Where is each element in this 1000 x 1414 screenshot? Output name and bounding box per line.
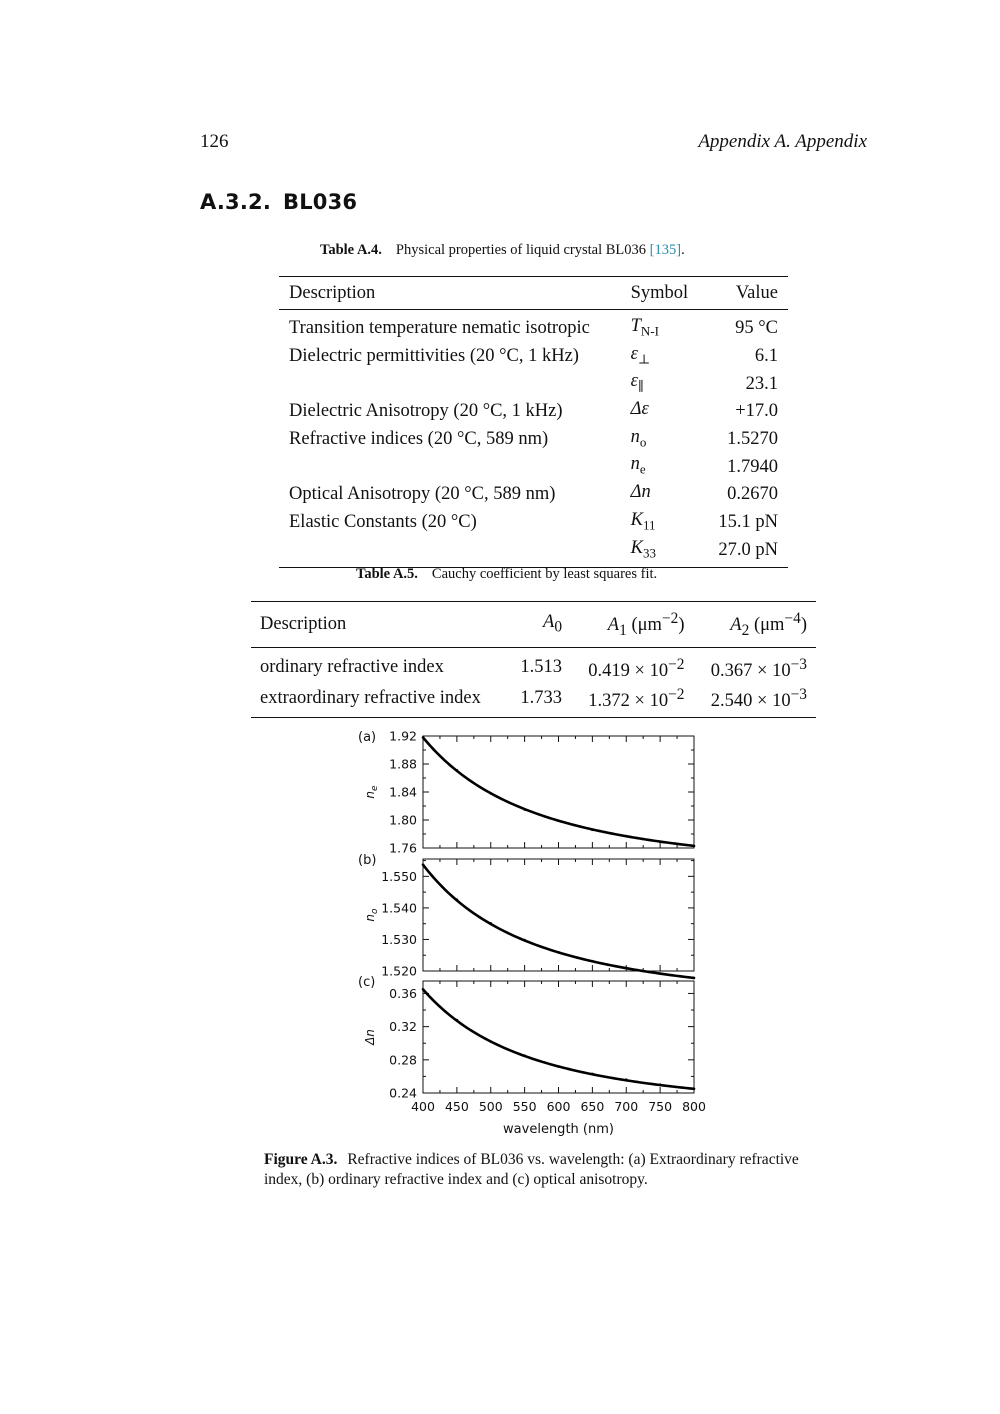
table-a5-caption xyxy=(356,566,657,583)
y-tick-label: 0.24 xyxy=(389,1085,417,1101)
data-point xyxy=(557,819,560,822)
cell-value: 6.1 xyxy=(754,346,778,367)
table-row xyxy=(279,398,788,426)
cell-a2: $0.367 \times 10^{-3}$ xyxy=(710,655,807,681)
data-point xyxy=(625,835,628,838)
data-point xyxy=(659,840,662,843)
citation-link[interactable]: [135] xyxy=(649,242,682,258)
x-tick-label: 500 xyxy=(478,1099,503,1114)
data-point xyxy=(489,1040,492,1043)
cell-description: Transition temperature nematic isotropic xyxy=(289,318,590,339)
data-point xyxy=(659,1083,662,1086)
cell-symbol: Δε xyxy=(630,399,649,420)
cell-description xyxy=(279,537,621,568)
cell-description xyxy=(279,370,621,398)
y-tick-label: 1.88 xyxy=(389,756,417,772)
table-row xyxy=(279,426,788,454)
data-point xyxy=(557,951,560,954)
y-tick-label: 1.530 xyxy=(381,931,417,947)
table-a4-caption xyxy=(320,242,685,259)
column-header: Description xyxy=(251,602,507,648)
figure-caption xyxy=(264,1150,809,1190)
data-point xyxy=(523,939,526,942)
y-tick-label: 0.36 xyxy=(389,985,417,1001)
cell-value: +17.0 xyxy=(735,401,778,422)
cell-description: Dielectric Anisotropy (20 °C, 1 kHz) xyxy=(289,401,563,422)
panel-frame xyxy=(423,859,694,971)
table-a5 xyxy=(251,601,816,718)
data-point xyxy=(456,769,459,772)
table-row xyxy=(279,343,788,371)
x-tick-label: 800 xyxy=(682,1099,706,1114)
y-tick-label: 1.550 xyxy=(381,868,417,884)
data-point xyxy=(523,1054,526,1057)
data-point xyxy=(625,967,628,970)
table-row xyxy=(279,370,788,398)
data-point xyxy=(557,1065,560,1068)
x-tick-label: 600 xyxy=(546,1099,571,1114)
data-point xyxy=(456,1019,459,1022)
cell-symbol: $n_e$ xyxy=(630,454,646,478)
cell-value: 0.2670 xyxy=(727,484,778,505)
data-point xyxy=(456,898,459,901)
series-line xyxy=(423,989,694,1089)
caption-period: . xyxy=(681,242,685,258)
table-row xyxy=(279,537,788,568)
data-point xyxy=(659,972,662,975)
cell-value: 23.1 xyxy=(745,373,778,394)
section-number: A.3.2. xyxy=(200,190,271,214)
cell-a0: 1.513 xyxy=(520,657,563,678)
x-tick-label: 450 xyxy=(444,1099,469,1114)
y-tick-label: 1.84 xyxy=(389,784,417,800)
cell-description: Dielectric permittivities (20 °C, 1 kHz) xyxy=(289,346,579,367)
table-row xyxy=(279,310,788,343)
data-point xyxy=(591,829,594,832)
y-tick-label: 1.520 xyxy=(381,963,417,979)
column-header-a0: $A_0$ xyxy=(507,602,571,648)
data-point xyxy=(422,863,425,866)
data-point xyxy=(591,960,594,963)
data-point xyxy=(523,808,526,811)
table-body xyxy=(251,647,816,717)
cell-description: Optical Anisotropy (20 °C, 589 nm) xyxy=(289,484,556,505)
x-tick-label: 650 xyxy=(580,1099,605,1114)
series-line xyxy=(423,737,694,846)
table-row xyxy=(279,453,788,481)
data-point xyxy=(693,845,696,848)
panel-label: (c) xyxy=(358,975,376,990)
cell-symbol: $\varepsilon_\parallel$ xyxy=(630,371,644,395)
panel-frame xyxy=(423,736,694,848)
panel-frame xyxy=(423,981,694,1093)
column-header: Value xyxy=(703,277,788,310)
cell-description: Refractive indices (20 °C, 589 nm) xyxy=(289,429,549,450)
data-point xyxy=(422,736,425,739)
cell-symbol: $K_{33}$ xyxy=(621,537,704,568)
data-point xyxy=(422,988,425,991)
y-axis-label: $n_e$ xyxy=(363,785,380,799)
data-point xyxy=(591,1073,594,1076)
table-body xyxy=(279,310,788,568)
cell-value: 27.0 pN xyxy=(703,537,788,568)
column-header: Symbol xyxy=(621,277,704,310)
cell-description xyxy=(279,453,621,481)
cell-a1: $1.372 \times 10^{-2}$ xyxy=(571,683,693,718)
cell-a2: $2.540 \times 10^{-3}$ xyxy=(694,683,817,718)
y-tick-label: 1.76 xyxy=(389,840,417,856)
table-a4-label: Table A.4. xyxy=(320,242,382,258)
page-number: 126 xyxy=(200,131,229,152)
y-axis-label: Δn xyxy=(363,1029,377,1045)
table-row xyxy=(251,647,816,683)
x-tick-label: 750 xyxy=(648,1099,673,1114)
panel-label: (a) xyxy=(358,730,377,745)
section-heading xyxy=(200,190,357,214)
figure-caption-text: Refractive indices of BL036 vs. wavelength: (a) Extraordinary refractive index, (b) ordinary refractive index and (c) optical anisotropy. xyxy=(264,1151,799,1188)
table-a4-caption-text: Physical properties of liquid crystal BL036 xyxy=(395,242,650,258)
cell-description: extraordinary refractive index xyxy=(251,683,507,718)
column-header-a2: $A_2$ $(\mu m^{-4})$ xyxy=(694,602,817,648)
column-header-a1: $A_1$ $(\mu m^{-2})$ xyxy=(571,602,693,648)
cell-value: 15.1 pN xyxy=(718,512,778,533)
table-header-row xyxy=(251,602,816,648)
cell-symbol: $n_o$ xyxy=(630,426,647,450)
cell-value: 95 °C xyxy=(735,318,778,339)
table-a5-caption-text: Cauchy coefficient by least squares fit. xyxy=(431,566,658,582)
y-tick-label: 1.92 xyxy=(389,728,417,744)
figure-label: Figure A.3. xyxy=(264,1151,338,1168)
cell-description: ordinary refractive index xyxy=(260,657,444,678)
table-header-row xyxy=(279,277,788,310)
y-tick-label: 0.32 xyxy=(389,1019,417,1035)
table-row xyxy=(251,683,816,718)
data-point xyxy=(489,922,492,925)
cell-symbol: $T_{N-I}$ xyxy=(630,316,659,339)
table-row xyxy=(279,481,788,509)
x-axis-label: wavelength (nm) xyxy=(503,1122,614,1137)
data-point xyxy=(693,1088,696,1091)
running-title: Appendix A. Appendix xyxy=(698,131,867,152)
data-point xyxy=(489,792,492,795)
cell-value: 1.5270 xyxy=(727,429,778,450)
y-tick-label: 0.28 xyxy=(389,1052,417,1068)
x-tick-label: 550 xyxy=(512,1099,537,1114)
table-row xyxy=(279,509,788,537)
table-a5-label: Table A.5. xyxy=(356,566,418,582)
table-a4 xyxy=(279,276,788,568)
cell-a0: 1.733 xyxy=(507,683,571,718)
y-axis-label: $n_o$ xyxy=(363,908,380,922)
panel-label: (b) xyxy=(358,853,377,868)
column-header: Description xyxy=(279,277,621,310)
cell-symbol: $\varepsilon_\perp$ xyxy=(630,343,651,367)
cell-symbol: Δn xyxy=(630,482,651,503)
cell-a1: $0.419 \times 10^{-2}$ xyxy=(588,655,685,681)
data-point xyxy=(625,1078,628,1081)
y-tick-label: 1.540 xyxy=(381,900,417,916)
x-tick-label: 700 xyxy=(614,1099,639,1114)
data-point xyxy=(693,977,696,980)
cell-symbol: $K_{11}$ xyxy=(630,509,656,533)
y-tick-label: 1.80 xyxy=(389,812,417,828)
x-tick-label: 400 xyxy=(411,1099,435,1114)
figure-a3-chart xyxy=(350,720,730,1140)
cell-description: Elastic Constants (20 °C) xyxy=(289,512,477,533)
section-title: BL036 xyxy=(283,190,358,214)
cell-value: 1.7940 xyxy=(727,456,778,477)
series-line xyxy=(423,865,694,978)
